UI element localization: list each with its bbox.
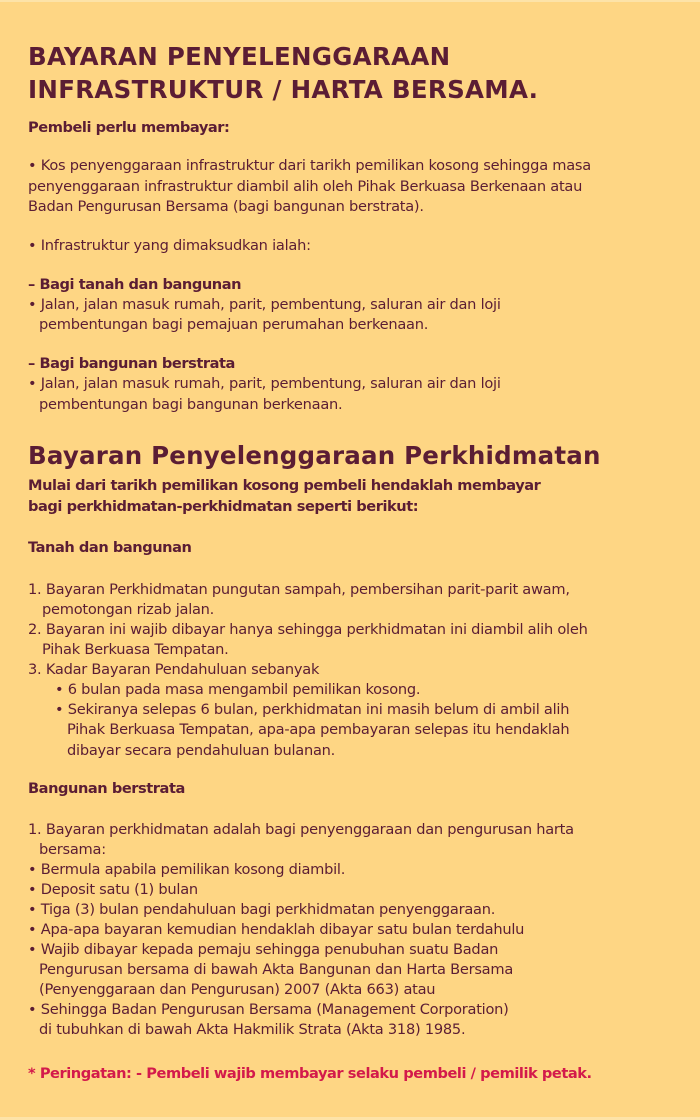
land-item-3-bullet-2-line-3: dibayar secara pendahuluan bulanan.: [67, 742, 336, 759]
land-heading: Tanah dan bangunan: [28, 539, 192, 556]
bullet-1-line-1: • Kos penyenggaraan infrastruktur dari tarikh pemilikan kosong sehingga masa: [28, 157, 591, 174]
bullet-2: • Infrastruktur yang dimaksudkan ialah:: [28, 237, 311, 254]
top-edge: [0, 0, 700, 2]
sub-strata-line-2: pembentungan bagi bangunan berkenaan.: [39, 396, 343, 413]
strata-item-1-line-2: bersama:: [39, 841, 106, 858]
land-item-3-bullet-1: • 6 bulan pada masa mengambil pemilikan kosong.: [55, 681, 421, 698]
sub-heading-land: – Bagi tanah dan bangunan: [28, 276, 242, 293]
strata-bullet-6-line-2: di tubuhkan di bawah Akta Hakmilik Strata (Akta 318) 1985.: [39, 1021, 466, 1038]
strata-bullet-6-line-1: • Sehingga Badan Pengurusan Bersama (Management Corporation): [28, 1001, 509, 1018]
section-2-subtitle-line-2: bagi perkhidmatan-perkhidmatan seperti berikut:: [28, 498, 419, 515]
strata-heading: Bangunan berstrata: [28, 780, 185, 797]
main-title-line-2: INFRASTRUKTUR / HARTA BERSAMA.: [28, 75, 539, 104]
section-2-subtitle-line-1: Mulai dari tarikh pemilikan kosong pembeli hendaklah membayar: [28, 477, 541, 494]
intro-label: Pembeli perlu membayar:: [28, 119, 230, 136]
main-title-line-1: BAYARAN PENYELENGGARAAN: [28, 42, 451, 71]
warning-note: * Peringatan: - Pembeli wajib membayar selaku pembeli / pemilik petak.: [28, 1065, 592, 1082]
sub-heading-strata: – Bagi bangunan berstrata: [28, 355, 235, 372]
land-item-1-line-1: 1. Bayaran Perkhidmatan pungutan sampah, pembersihan parit-parit awam,: [28, 581, 570, 598]
strata-bullet-1: • Bermula apabila pemilikan kosong diambil.: [28, 861, 346, 878]
strata-bullet-5-line-2: Pengurusan bersama di bawah Akta Bangunan dan Harta Bersama: [39, 961, 514, 978]
land-item-2-line-2: Pihak Berkuasa Tempatan.: [42, 641, 229, 658]
sub-land-line-1: • Jalan, jalan masuk rumah, parit, pembentung, saluran air dan loji: [28, 296, 501, 313]
strata-bullet-5-line-3: (Penyenggaraan dan Pengurusan) 2007 (Akta 663) atau: [39, 981, 436, 998]
land-item-1-line-2: pemotongan rizab jalan.: [42, 601, 215, 618]
land-item-2-line-1: 2. Bayaran ini wajib dibayar hanya sehingga perkhidmatan ini diambil alih oleh: [28, 621, 588, 638]
strata-bullet-5-line-1: • Wajib dibayar kepada pemaju sehingga penubuhan suatu Badan: [28, 941, 499, 958]
strata-bullet-3: • Tiga (3) bulan pendahuluan bagi perkhidmatan penyenggaraan.: [28, 901, 496, 918]
sub-strata-line-1: • Jalan, jalan masuk rumah, parit, pembentung, saluran air dan loji: [28, 375, 501, 392]
sub-land-line-2: pembentungan bagi pemajuan perumahan berkenaan.: [39, 316, 429, 333]
strata-bullet-2: • Deposit satu (1) bulan: [28, 881, 198, 898]
strata-item-1-line-1: 1. Bayaran perkhidmatan adalah bagi penyenggaraan dan pengurusan harta: [28, 821, 574, 838]
strata-bullet-4: • Apa-apa bayaran kemudian hendaklah dibayar satu bulan terdahulu: [28, 921, 525, 938]
bullet-1-line-2: penyenggaraan infrastruktur diambil alih oleh Pihak Berkuasa Berkenaan atau: [28, 178, 583, 195]
bullet-1-line-3: Badan Pengurusan Bersama (bagi bangunan berstrata).: [28, 198, 424, 215]
section-2-title: Bayaran Penyelenggaraan Perkhidmatan: [28, 441, 601, 470]
land-item-3-bullet-2-line-1: • Sekiranya selepas 6 bulan, perkhidmatan ini masih belum di ambil alih: [55, 701, 570, 718]
land-item-3: 3. Kadar Bayaran Pendahuluan sebanyak: [28, 661, 320, 678]
land-item-3-bullet-2-line-2: Pihak Berkuasa Tempatan, apa-apa pembayaran selepas itu hendaklah: [67, 721, 570, 738]
